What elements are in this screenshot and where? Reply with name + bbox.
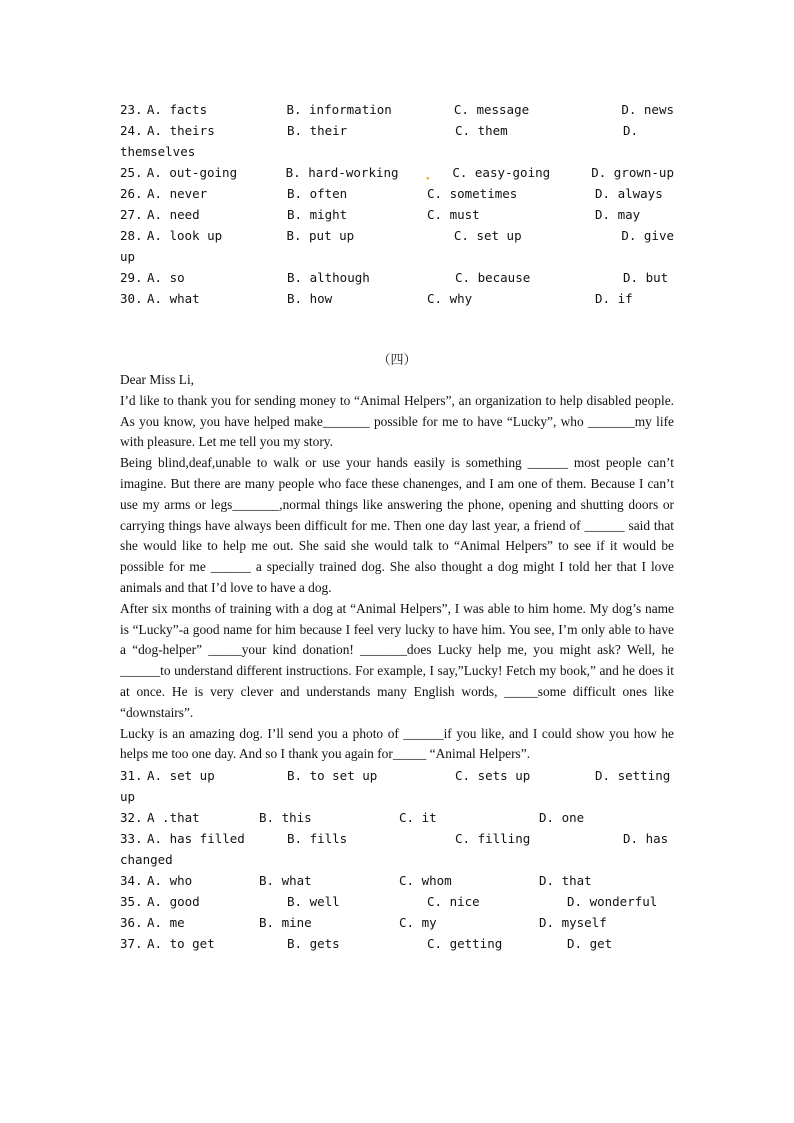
option-a: A. who xyxy=(147,873,193,889)
option-d: D. grown-up xyxy=(591,165,674,180)
question-24-continuation xyxy=(120,141,674,162)
option-a: A. what xyxy=(147,291,200,306)
question-23 xyxy=(120,99,674,120)
option-c: C. because xyxy=(455,270,531,285)
option-b: B. might xyxy=(287,207,348,222)
option-d: D. news xyxy=(621,102,674,117)
option-d-continuation: changed xyxy=(120,852,173,868)
question-29 xyxy=(120,267,674,288)
option-b: B. fills xyxy=(287,831,348,847)
cloze-passage xyxy=(120,370,674,765)
question-28 xyxy=(120,225,674,246)
option-d-continuation: up xyxy=(120,249,136,264)
option-b: B. although xyxy=(287,270,370,285)
option-d: D. always xyxy=(595,186,663,201)
option-a: A. good xyxy=(147,894,200,910)
question-31 xyxy=(120,765,674,786)
option-d: D. if xyxy=(595,291,633,306)
option-d: D. that xyxy=(539,873,592,889)
question-list-top xyxy=(120,99,674,309)
option-b: B. hard-working xyxy=(285,165,399,180)
option-a: A. facts xyxy=(146,102,208,117)
option-a: A. has filled xyxy=(147,831,245,847)
option-d: D. setting xyxy=(595,768,671,784)
option-b: B. gets xyxy=(287,936,340,952)
option-b: B. their xyxy=(287,123,348,138)
option-a: A. to get xyxy=(147,936,215,952)
question-number: 29. xyxy=(120,270,143,285)
option-a: A. need xyxy=(147,207,200,222)
option-c: C. must xyxy=(427,207,480,222)
question-33-continuation xyxy=(120,849,674,870)
question-number: 36. xyxy=(120,915,143,931)
question-25 xyxy=(120,162,674,183)
option-c: C. sometimes xyxy=(427,186,518,201)
question-34 xyxy=(120,870,674,891)
option-d: D. myself xyxy=(539,915,607,931)
question-number: 28. xyxy=(120,228,143,243)
option-a: A. me xyxy=(147,915,185,931)
option-a: A. look up xyxy=(146,228,223,243)
question-31-continuation xyxy=(120,786,674,807)
option-c: C. them xyxy=(455,123,508,138)
option-c: C. getting xyxy=(427,936,503,952)
question-number: 35. xyxy=(120,894,143,910)
question-33 xyxy=(120,828,674,849)
letter-paragraph-4: Lucky is an amazing dog. I’ll send you a photo of ______if you like, and I could show you how he helps me too one day. And so I thank you again for_____ “Animal Helpers”. xyxy=(120,725,674,762)
option-a: A .that xyxy=(147,810,200,826)
option-b: B. information xyxy=(286,102,392,117)
option-c: C. whom xyxy=(399,873,452,889)
letter-paragraph-3: After six months of training with a dog at “Animal Helpers”, I was able to him home. My dog’s name is “Lucky”-a good name for him because I feel very lucky to have him. You see, I’m only able to have a “dog-helper” _____your kind donation! _______does Lucky help me, you might ask? Well, he ______to understand different instructions. For example, I say,”Lucky! Fetch my book,” and he does it at once. He is very clever and understands many English words, _____some difficult ones like “downstairs”. xyxy=(120,600,674,720)
option-d: D. may xyxy=(595,207,641,222)
option-d: D. one xyxy=(539,810,585,826)
option-b: B. often xyxy=(287,186,348,201)
option-c: C. nice xyxy=(427,894,480,910)
option-c: C. my xyxy=(399,915,437,931)
question-number: 25. xyxy=(120,165,143,180)
question-number: 31. xyxy=(120,768,143,784)
option-c: C. easy-going xyxy=(452,165,551,180)
worksheet-page xyxy=(120,99,674,954)
question-24 xyxy=(120,120,674,141)
option-c: C. message xyxy=(453,102,530,117)
letter-paragraph-2: Being blind,deaf,unable to walk or use your hands easily is something ______ most people can’t imagine. But there are many people who face these chanenges, and I am one of them. Because I can’t use my arms or legs_______,normal things like answering the phone, opening and shutting doors or carrying things have always been difficult for me. Then one day last year, a friend of ______ said that she would like to help me out. She said she would talk to “Animal Helpers” to see if it would be possible for me ______ a specially trained dog. She also thought a dog might I told her that I love animals and that I’d love to have a dog. xyxy=(120,455,674,595)
option-d: D. but xyxy=(623,270,669,285)
question-number: 26. xyxy=(120,186,143,201)
question-number: 32. xyxy=(120,810,143,826)
option-d: D. wonderful xyxy=(567,894,658,910)
question-30 xyxy=(120,288,674,309)
option-d: D. give xyxy=(621,228,674,243)
option-d-continuation: up xyxy=(120,789,136,805)
question-26 xyxy=(120,183,674,204)
question-28-continuation xyxy=(120,246,674,267)
question-number: 27. xyxy=(120,207,143,222)
question-37 xyxy=(120,933,674,954)
option-d: D. get xyxy=(567,936,613,952)
letter-paragraph-1: I’d like to thank you for sending money to “Animal Helpers”, an organization to help disabled people. As you know, you have helped make_______ possible for me to have “Lucky”, who _______my life with pleasure. Let me tell you my story. xyxy=(120,392,674,450)
question-number: 23. xyxy=(120,102,143,117)
option-c: C. set up xyxy=(453,228,522,243)
option-c: C. why xyxy=(427,291,473,306)
question-number: 30. xyxy=(120,291,143,306)
question-list-bottom xyxy=(120,765,674,954)
question-number: 37. xyxy=(120,936,143,952)
question-27 xyxy=(120,204,674,225)
option-a: A. theirs xyxy=(147,123,215,138)
letter-greeting: Dear Miss Li, xyxy=(120,372,195,387)
option-d-continuation: themselves xyxy=(120,144,196,159)
option-b: B. what xyxy=(259,873,312,889)
option-b: B. put up xyxy=(286,228,355,243)
stray-dot-mark: • xyxy=(426,174,430,185)
option-a: A. out-going xyxy=(146,165,238,180)
option-d: D. has xyxy=(623,831,669,847)
option-c: C. it xyxy=(399,810,437,826)
question-number: 34. xyxy=(120,873,143,889)
option-a: A. so xyxy=(147,270,185,285)
question-number: 24. xyxy=(120,123,143,138)
option-d: D. xyxy=(623,123,639,138)
section-title: （四） xyxy=(377,352,417,367)
option-b: B. this xyxy=(259,810,312,826)
question-35 xyxy=(120,891,674,912)
option-b: B. how xyxy=(287,291,333,306)
option-c: C. sets up xyxy=(455,768,531,784)
question-number: 33. xyxy=(120,831,143,847)
option-b: B. to set up xyxy=(287,768,378,784)
question-32 xyxy=(120,807,674,828)
option-a: A. never xyxy=(147,186,208,201)
question-36 xyxy=(120,912,674,933)
option-a: A. set up xyxy=(147,768,215,784)
option-b: B. well xyxy=(287,894,340,910)
option-b: B. mine xyxy=(259,915,312,931)
option-c: C. filling xyxy=(455,831,531,847)
